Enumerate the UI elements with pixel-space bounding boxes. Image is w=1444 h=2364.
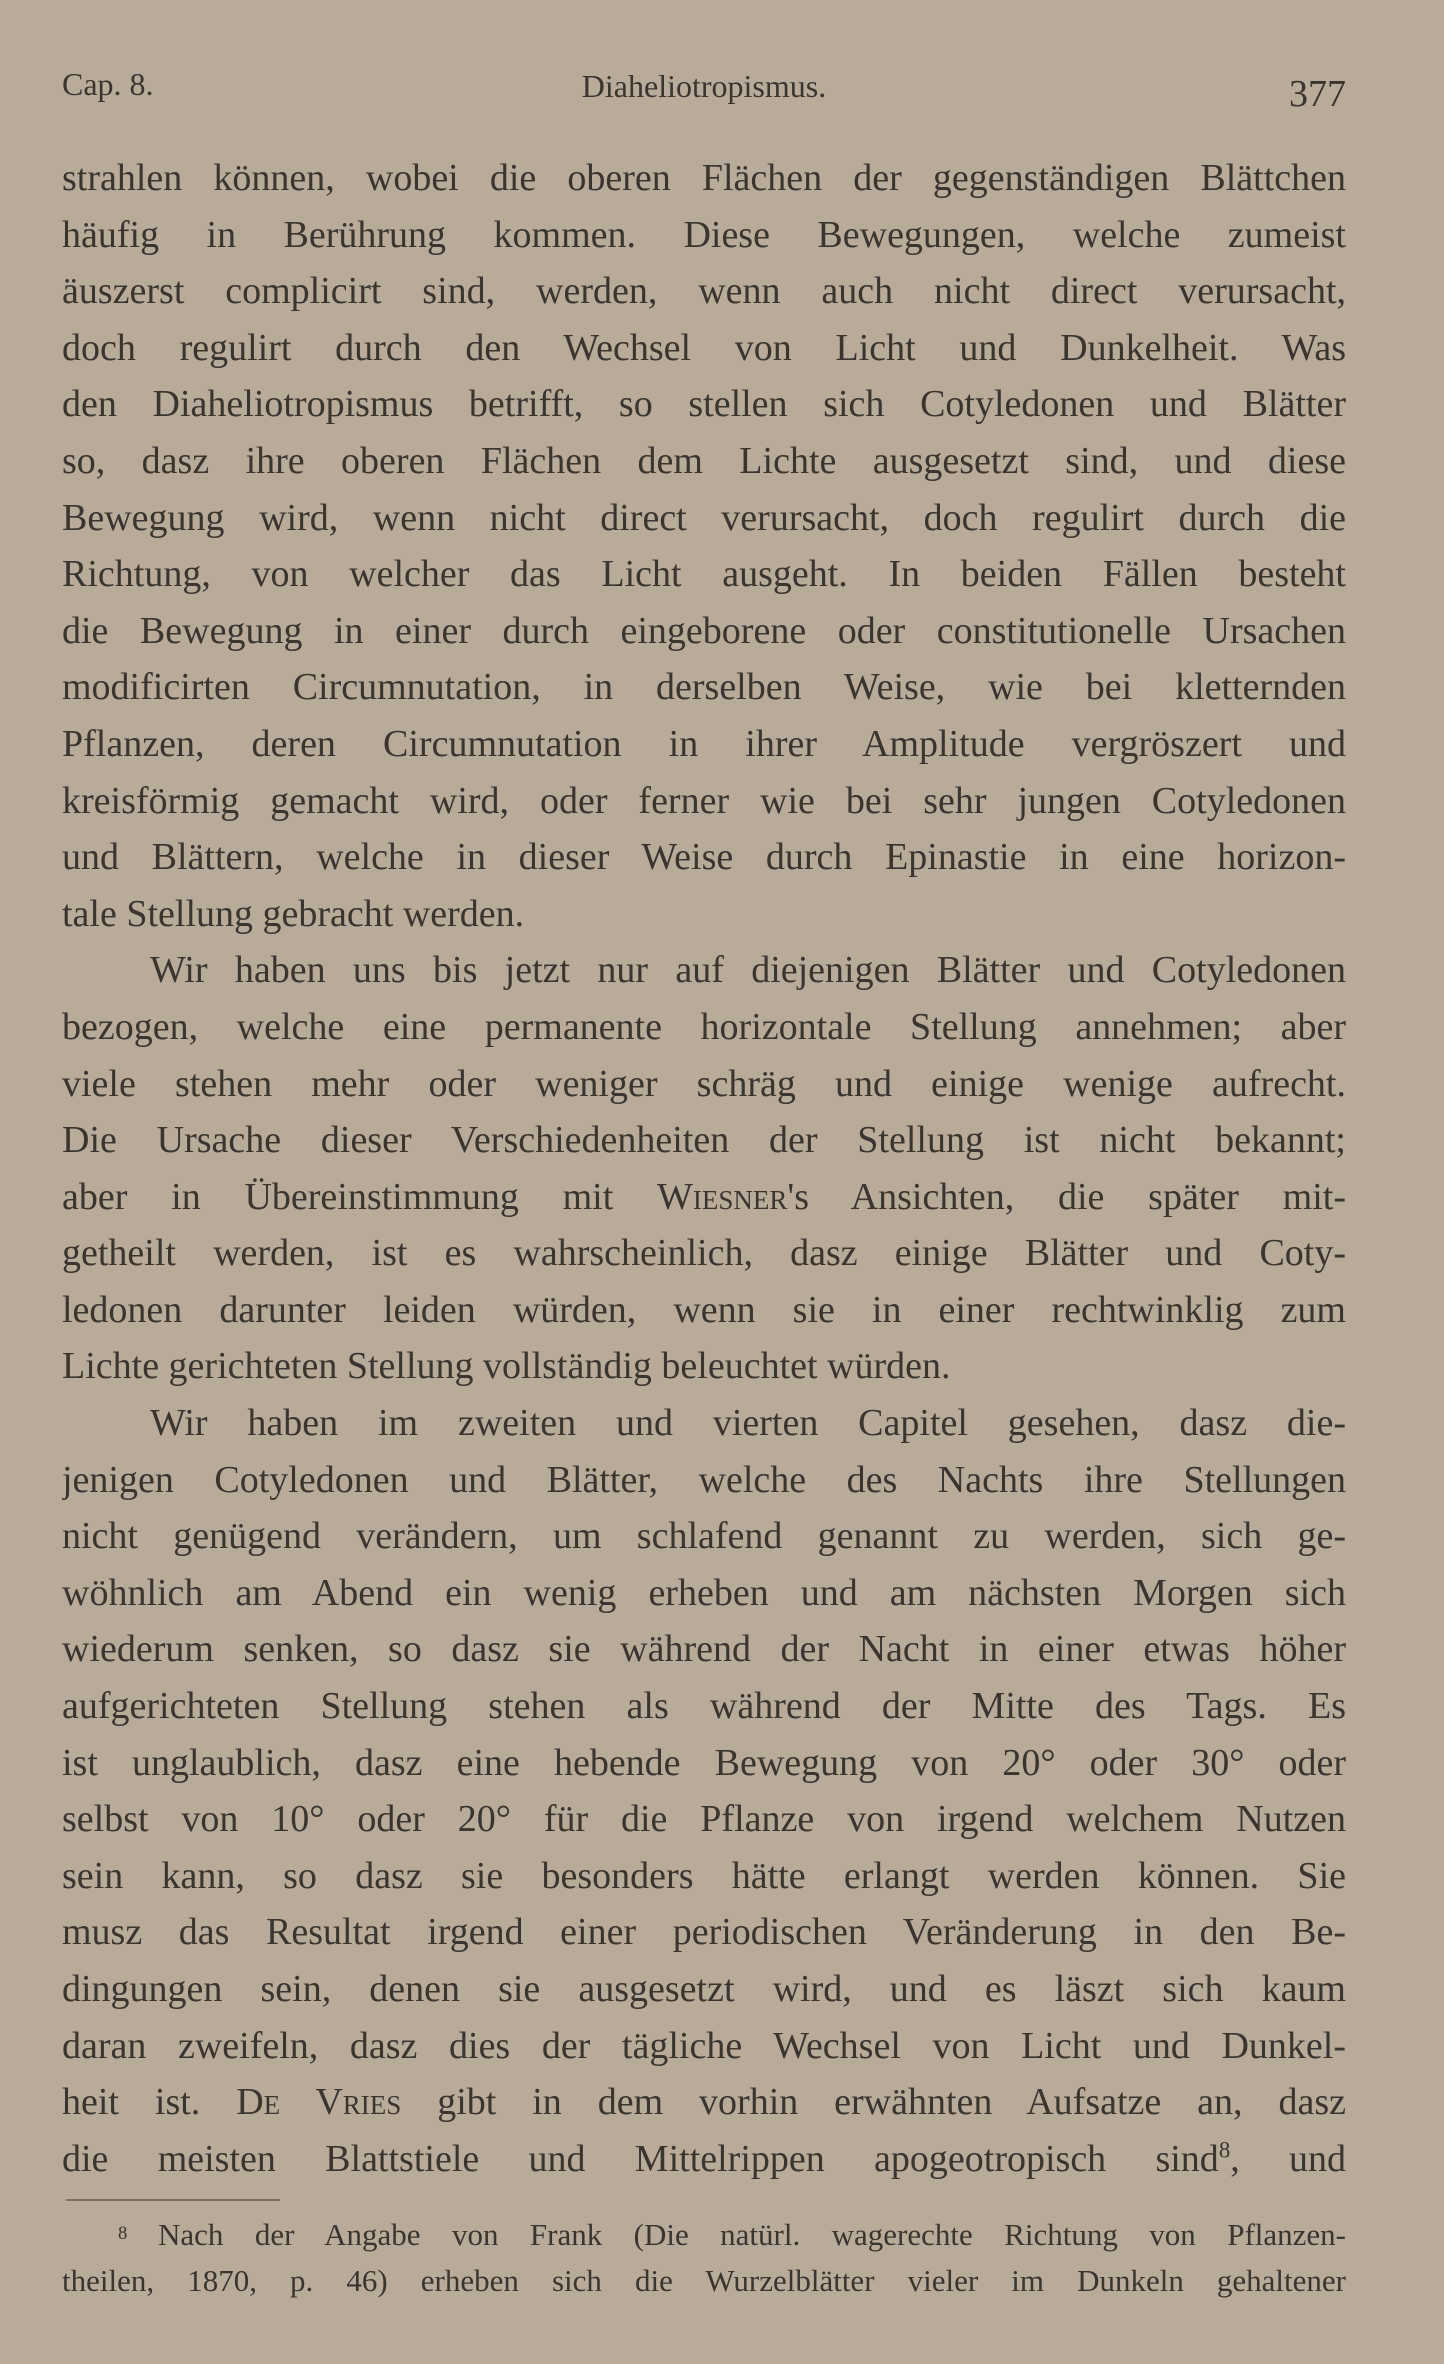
author-name-wiesner: Wiesner xyxy=(657,1175,788,1218)
text-fragment: aber in Übereinstimmung mit xyxy=(62,1175,658,1218)
footnote xyxy=(62,2212,1346,2304)
body-text xyxy=(62,150,1346,2187)
page-number: 377 xyxy=(1289,73,1346,115)
text-line: und Blättern, welche in dieser Weise durch Epinastie in eine horizon- xyxy=(62,836,1346,879)
text-line: jenigen Cotyledonen und Blätter, welche des Nachts ihre Stellungen xyxy=(62,1458,1346,1501)
footnote-reference[interactable]: 8 xyxy=(1218,2137,1231,2163)
text-line: Die Ursache dieser Verschiedenheiten der Stellung ist nicht bekannt; xyxy=(62,1119,1346,1162)
text-line: den Diaheliotropismus betrifft, so stellen sich Cotyledonen und Blätter xyxy=(62,383,1346,426)
text-line: Bewegung wird, wenn nicht direct verursacht, doch regulirt durch die xyxy=(62,496,1346,539)
text-line: musz das Resultat irgend einer periodischen Veränderung in den Be- xyxy=(62,1911,1346,1954)
text-line: Wir haben uns bis jetzt nur auf diejenigen Blätter und Cotyledonen xyxy=(150,949,1346,992)
text-fragment: , und xyxy=(1230,2137,1346,2180)
text-line: getheilt werden, ist es wahrscheinlich, dasz einige Blätter und Coty- xyxy=(62,1232,1346,1275)
author-name-de-vries: De Vries xyxy=(236,2081,402,2124)
text-line: die Bewegung in einer durch eingeborene oder constitutionelle Ursachen xyxy=(62,609,1346,652)
text-fragment: 's Ansichten, die später mit- xyxy=(787,1175,1346,1218)
footnote-line: 8 Nach der Angabe von Frank (Die natürl. wagerechte Richtung von Pflanzen- xyxy=(118,2217,1346,2252)
text-line xyxy=(62,1169,1346,1226)
text-line: tale Stellung gebracht werden. xyxy=(62,892,525,935)
text-line: daran zweifeln, dasz dies der tägliche Wechsel von Licht und Dunkel- xyxy=(62,2024,1346,2067)
footnote-divider xyxy=(66,2199,280,2201)
text-line: ist unglaublich, dasz eine hebende Bewegung von 20° oder 30° oder xyxy=(62,1741,1346,1784)
text-line: strahlen können, wobei die oberen Flächen der gegenständigen Blättchen xyxy=(62,157,1346,199)
paragraph-1 xyxy=(62,150,1346,942)
text-line xyxy=(62,2131,1346,2188)
footnote-line: theilen, 1870, p. 46) erheben sich die Wurzelblätter vieler im Dunkeln gehaltener xyxy=(62,2263,1346,2298)
paragraph-2 xyxy=(62,942,1346,1395)
text-line xyxy=(62,2074,1346,2131)
text-line: doch regulirt durch den Wechsel von Licht und Dunkelheit. Was xyxy=(62,326,1346,369)
text-line: wiederum senken, so dasz sie während der Nacht in einer etwas höher xyxy=(62,1628,1346,1671)
text-line: äuszerst complicirt sind, werden, wenn auch nicht direct verursacht, xyxy=(62,270,1346,313)
text-line: Richtung, von welcher das Licht ausgeht. In beiden Fällen besteht xyxy=(62,553,1346,596)
text-line: Lichte gerichteten Stellung vollständig beleuchtet würden. xyxy=(62,1345,951,1388)
running-title: Diaheliotropismus. xyxy=(581,68,827,104)
paragraph-3 xyxy=(62,1395,1346,2187)
running-header xyxy=(62,62,1346,115)
text-line: Wir haben im zweiten und vierten Capitel gesehen, dasz die- xyxy=(150,1402,1346,1445)
text-line: aufgerichteten Stellung stehen als während der Mitte des Tags. Es xyxy=(62,1685,1346,1728)
text-line: dingungen sein, denen sie ausgesetzt wird, und es läszt sich kaum xyxy=(62,1968,1346,2010)
text-fragment: gibt in dem vorhin erwähnten Aufsatze an, dasz xyxy=(401,2081,1346,2124)
text-fragment: die meisten Blattstiele und Mittelrippen apogeotropisch sind xyxy=(62,2137,1219,2180)
text-line: häufig in Berührung kommen. Diese Bewegungen, welche zumeist xyxy=(62,213,1346,256)
footnote-text: Nach der Angabe von Frank (Die natürl. wagerechte Richtung von Pflanzen- xyxy=(158,2217,1346,2252)
text-line: sein kann, so dasz sie besonders hätte erlangt werden können. Sie xyxy=(62,1854,1346,1897)
text-line: so, dasz ihre oberen Flächen dem Lichte ausgesetzt sind, und diese xyxy=(62,439,1346,482)
text-line: modificirten Circumnutation, in derselben Weise, wie bei kletternden xyxy=(62,666,1346,709)
text-line: selbst von 10° oder 20° für die Pflanze von irgend welchem Nutzen xyxy=(62,1798,1346,1841)
text-line: viele stehen mehr oder weniger schräg und einige wenige aufrecht. xyxy=(62,1062,1346,1105)
text-line: ledonen darunter leiden würden, wenn sie in einer rechtwinklig zum xyxy=(62,1288,1346,1331)
text-line: kreisförmig gemacht wird, oder ferner wie bei sehr jungen Cotyledonen xyxy=(62,779,1346,822)
text-fragment: heit ist. xyxy=(62,2081,237,2124)
text-line: wöhnlich am Abend ein wenig erheben und am nächsten Morgen sich xyxy=(62,1571,1346,1614)
text-line: nicht genügend verändern, um schlafend genannt zu werden, sich ge- xyxy=(62,1515,1346,1558)
text-line: bezogen, welche eine permanente horizontale Stellung annehmen; aber xyxy=(62,1005,1346,1048)
text-line: Pflanzen, deren Circumnutation in ihrer Amplitude vergröszert und xyxy=(62,722,1346,765)
chapter-label: Cap. 8. xyxy=(62,66,154,102)
